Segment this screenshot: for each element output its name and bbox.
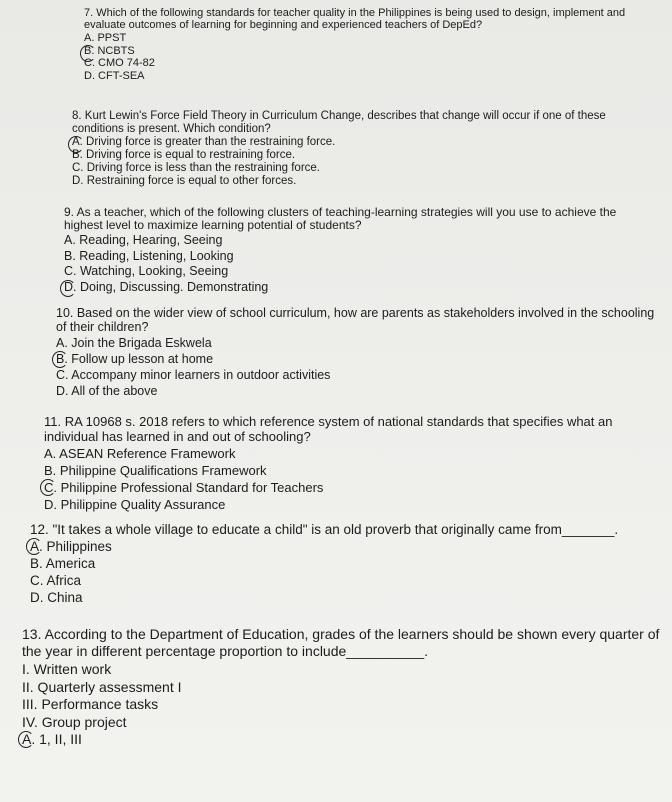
option-a: A. PPST: [84, 32, 127, 44]
option-b: B. Reading, Listening, Looking: [64, 248, 234, 263]
option-a: A. ASEAN Reference Framework: [44, 446, 236, 461]
answer-circle-mark: [40, 479, 56, 496]
option-d: D. Restraining force is equal to other forces.: [72, 175, 297, 187]
option-c-text: C. Philippine Professional Standard for Teachers: [44, 480, 324, 495]
item-iii: III. Performance tasks: [22, 696, 159, 712]
option-d: D. CFT-SEA: [84, 69, 145, 82]
option-a: A. Reading, Hearing, Seeing: [64, 233, 223, 247]
option-b: B. America: [30, 556, 96, 571]
option-a: [72, 136, 652, 149]
option-d: D. All of the above: [56, 384, 158, 398]
option-b: B. Philippine Qualifications Framework: [44, 463, 267, 478]
question-11: [44, 414, 664, 513]
option-c: [44, 479, 664, 496]
answer-circle-mark: [18, 731, 34, 748]
question-10: [56, 306, 656, 399]
item-i: I. Written work: [22, 661, 112, 677]
question-7: [84, 8, 644, 82]
option-a: [30, 538, 670, 555]
question-stem: 12. "It takes a whole village to educate a child" is an old proverb that originally came from_______.: [30, 522, 619, 537]
answer-circle-mark: [60, 280, 76, 297]
option-c: C. Africa: [30, 573, 82, 588]
item-ii: II. Quarterly assessment I: [22, 678, 182, 695]
option-d: [64, 280, 654, 296]
option-c: C. Accompany minor learners in outdoor activities: [56, 368, 331, 382]
option-b: [56, 351, 656, 367]
item-iv: IV. Group project: [22, 713, 127, 730]
option-c: C. Watching, Looking, Seeing: [64, 264, 229, 278]
question-stem: 10. Based on the wider view of school curriculum, how are parents as stakeholders involved in the schooling of their children?: [56, 306, 655, 334]
option-d: D. China: [30, 590, 83, 605]
option-d: D. Philippine Quality Assurance: [44, 497, 226, 512]
option-c: C. Driving force is less than the restraining force.: [72, 162, 320, 174]
question-stem: 13. According to the Department of Education, grades of the learners should be shown every quarter of the year in different percentage proportion to include__________.: [22, 626, 660, 659]
answer-circle-mark: [26, 538, 42, 555]
option-a-text: A. 1, II, III: [22, 731, 82, 747]
question-stem: 11. RA 10968 s. 2018 refers to which reference system of national standards that specifies what an individual has learned in and out of schooling?: [44, 414, 613, 444]
option-b-text: B. Follow up lesson at home: [56, 352, 214, 366]
option-b: [84, 45, 644, 58]
option-c: C. CMO 74-82: [84, 57, 155, 69]
option-b: B. Driving force is equal to restraining force.: [72, 149, 296, 161]
question-8: [72, 110, 652, 188]
question-stem: 9. As a teacher, which of the following clusters of teaching-learning strategies will you use to achieve the highest level to maximize learning potential of students?: [64, 205, 617, 232]
question-stem: 7. Which of the following standards for teacher quality in the Philippines is being used to design, implement and evaluate outcomes of learning for beginning and experienced teachers of DepEd?: [84, 7, 626, 31]
option-a-text: A. Driving force is greater than the restraining force.: [72, 136, 336, 148]
answer-circle-mark: [52, 351, 68, 368]
question-13: [22, 626, 672, 749]
option-d-text: D. Doing, Discussing. Demonstrating: [64, 279, 269, 294]
question-9: [64, 206, 654, 295]
option-a: [22, 731, 672, 749]
question-12: [30, 522, 670, 606]
option-a-text: A. Philippines: [30, 539, 112, 554]
option-b-text: B. NCBTS: [84, 44, 135, 57]
option-a: A. Join the Brigada Eskwela: [56, 336, 212, 350]
question-stem: 8. Kurt Lewin's Force Field Theory in Curriculum Change, describes that change will occur if one of these conditions is present. Which condition?: [72, 110, 606, 135]
